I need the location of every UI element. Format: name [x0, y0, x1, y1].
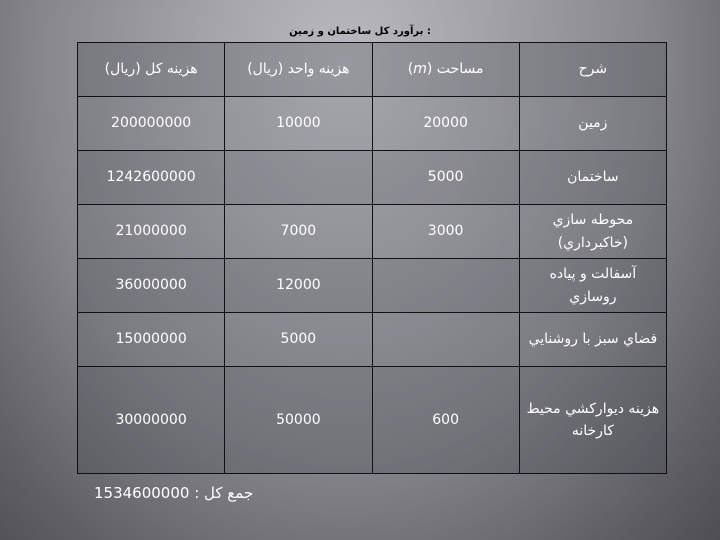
cost-estimate-table [77, 42, 667, 474]
cell-unit-cost [225, 151, 372, 205]
header-area [372, 43, 519, 97]
cell-area [372, 259, 519, 313]
cell-total-cost: 36000000 [78, 259, 225, 313]
cell-description: ساختمان [519, 151, 666, 205]
cell-description: محوطه سازي (خاكبرداري) [519, 205, 666, 259]
table-row [78, 151, 667, 205]
cell-description: هزينه ديواركشي محيط كارخانه [519, 367, 666, 474]
cell-description: آسفالت و پياده روسازي [519, 259, 666, 313]
grand-total [90, 484, 253, 502]
cell-total-cost: 21000000 [78, 205, 225, 259]
cell-unit-cost: 10000 [225, 97, 372, 151]
header-area-prefix: مساحت ( [426, 61, 484, 78]
table-row [78, 205, 667, 259]
cell-area: 20000 [372, 97, 519, 151]
table-header-row [78, 43, 667, 97]
table-row [78, 97, 667, 151]
grand-total-value: 1534600000 [94, 484, 190, 502]
cell-unit-cost: 12000 [225, 259, 372, 313]
cell-description: زمين [519, 97, 666, 151]
header-unit-cost: هزينه واحد (ريال) [225, 43, 372, 97]
cell-area [372, 313, 519, 367]
header-area-unit: m [413, 61, 427, 78]
cell-area: 3000 [372, 205, 519, 259]
cell-unit-cost: 50000 [225, 367, 372, 474]
cell-total-cost: 200000000 [78, 97, 225, 151]
header-total-cost: هزينه كل (ريال) [78, 43, 225, 97]
header-area-suffix: ) [407, 61, 414, 78]
table-row [78, 367, 667, 474]
cell-unit-cost: 5000 [225, 313, 372, 367]
cell-area: 600 [372, 367, 519, 474]
cell-total-cost: 15000000 [78, 313, 225, 367]
cell-unit-cost: 7000 [225, 205, 372, 259]
table-row [78, 259, 667, 313]
cell-total-cost: 30000000 [78, 367, 225, 474]
page-title: : برآورد كل ساختمان و زمين [289, 26, 431, 37]
cell-total-cost: 1242600000 [78, 151, 225, 205]
table-row [78, 313, 667, 367]
header-description: شرح [519, 43, 666, 97]
cell-description: فضاي سبز با روشنايي [519, 313, 666, 367]
grand-total-label: جمع كل : [194, 484, 254, 502]
cell-area: 5000 [372, 151, 519, 205]
